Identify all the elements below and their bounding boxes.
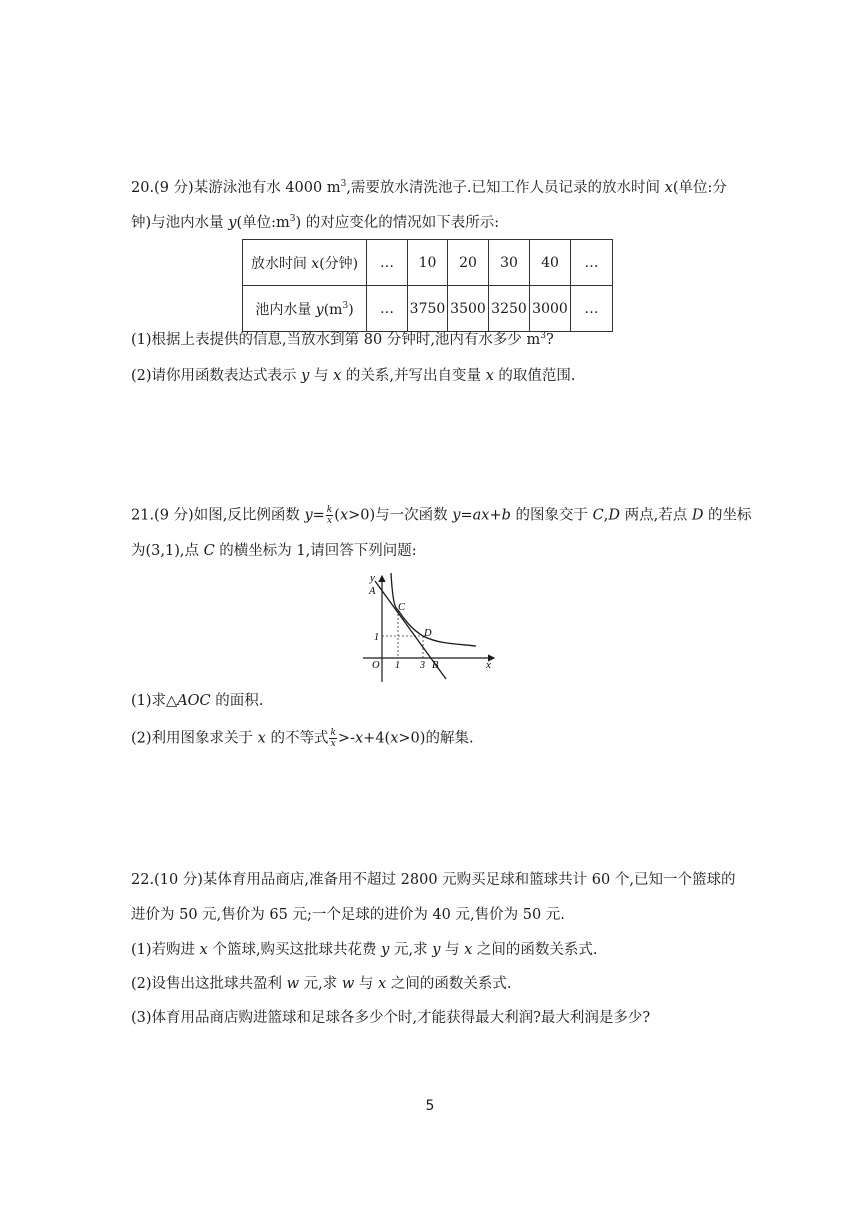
table-cell: 40: [530, 240, 571, 286]
q21-line2: 为(3,1),点 C 的横坐标为 1,请回答下列问题:: [131, 543, 417, 559]
row-header-time: 放水时间 x(分钟): [243, 240, 367, 286]
table-cell: 3000: [530, 286, 571, 332]
fraction-k-over-x: $\frac{k}{x}$: [330, 728, 336, 749]
table-cell: 3500: [448, 286, 489, 332]
label-one-x: 1: [395, 660, 400, 671]
label-B: B: [432, 660, 439, 671]
q20-part2: (2)请你用函数表达式表示 y 与 x 的关系,并写出自变量 x 的取值范围.: [131, 368, 576, 384]
q22-part2: (2)设售出这批球共盈利 w 元,求 w 与 x 之间的函数关系式.: [131, 976, 512, 992]
label-three-x: 3: [420, 660, 425, 671]
table-cell: …: [571, 286, 613, 332]
q22-line1: 22.(10 分)某体育用品商店,准备用不超过 2800 元购买足球和篮球共计 60 个,已知一个篮球的: [131, 872, 736, 888]
q20-line2: 钟)与池内水量 y(单位$:m^3$) 的对应变化的情况如下表所示:: [131, 214, 500, 231]
q22-part3: (3)体育用品商店购进篮球和足球各多少个时,才能获得最大利润?最大利润是多少?: [131, 1010, 651, 1026]
q22-part1: (1)若购进 x 个篮球,购买这批球共花费 y 元,求 y 与 x 之间的函数关系式.: [131, 942, 598, 958]
label-y: y: [370, 572, 375, 584]
table-row: [243, 286, 613, 332]
table-cell: 20: [448, 240, 489, 286]
q20-part1: (1)根据上表提供的信息,当放水到第 80 分钟时,池内有水多少 $m^3$?: [131, 331, 554, 348]
label-A: A: [369, 586, 376, 597]
label-x: x: [486, 659, 491, 671]
table-row: [243, 240, 613, 286]
q21-part1: (1)求△AOC 的面积.: [131, 693, 264, 709]
q21-part2: (2)利用图象求关于 x 的不等式 $\frac{k}{x}$ >-x+4(x>0)的解集.: [131, 728, 474, 749]
table-cell: 3750: [408, 286, 448, 332]
label-C: C: [398, 602, 406, 613]
label-D: D: [424, 628, 432, 639]
fraction-k-over-x: $\frac{k}{x}$: [326, 505, 333, 526]
q21-line1: 21.(9 分)如图,反比例函数 y= $\frac{k}{x}$ (x>0)与一次函数 y=ax+b 的图象交于 C,D 两点,若点 D 的坐标: [131, 505, 752, 526]
row-header-volume: 池内水量 $y(m^3)$: [243, 286, 367, 332]
table-cell: …: [367, 286, 408, 332]
water-table: [242, 239, 613, 332]
page-number: 5: [425, 1098, 435, 1114]
table-cell: 3250: [489, 286, 530, 332]
table-cell: 10: [408, 240, 448, 286]
q22-line2: 进价为 50 元,售价为 65 元;一个足球的进价为 40 元,售价为 50 元.: [131, 907, 565, 923]
q20-line1: 20.(9 分)某游泳池有水 4000 $m^3$,需要放水清洗池子.已知工作人员记录的放水时间 x(单位:分: [131, 179, 727, 196]
function-graph: [358, 570, 503, 685]
table-cell: 30: [489, 240, 530, 286]
table-cell: …: [367, 240, 408, 286]
label-O: O: [372, 660, 380, 671]
label-one-y: 1: [374, 632, 379, 643]
table-cell: …: [571, 240, 613, 286]
